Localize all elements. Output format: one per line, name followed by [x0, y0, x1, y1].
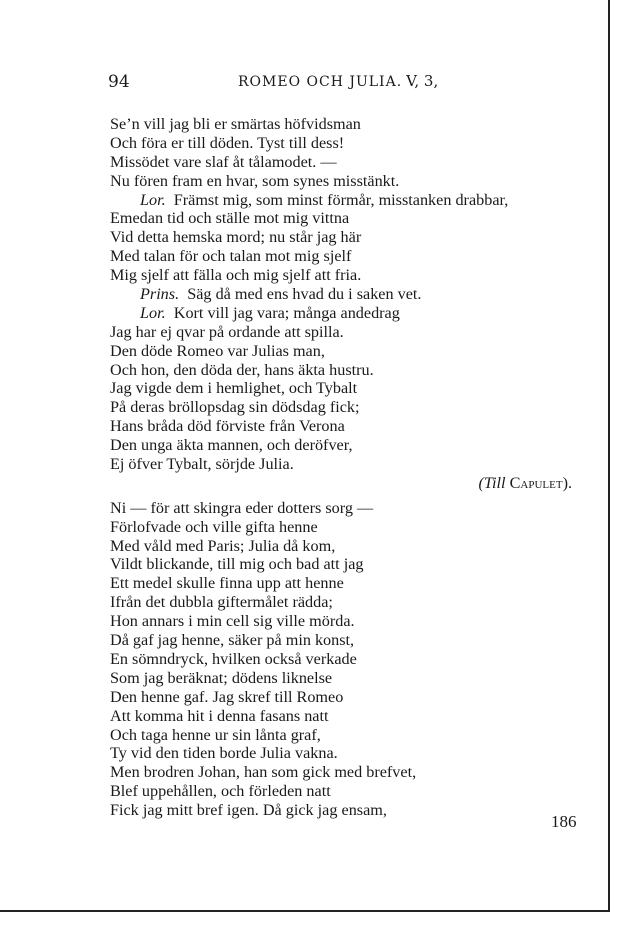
verse-line: Förlofvade och ville gifta henne: [110, 517, 318, 536]
verse-line: Ifrån det dubbla giftermålet rädda;: [110, 593, 333, 612]
verse-line: Nu fören fram en hvar, som synes misstänkt.: [110, 171, 400, 190]
verse-line: Ett medel skulle finna upp att henne: [110, 574, 344, 593]
stage-direction-prefix: (Till: [478, 473, 506, 492]
verse-line: Som jag beräknat; dödens liknelse: [110, 668, 333, 687]
verse-text: [110, 115, 590, 820]
verse-line: Den döde Romeo var Julias man,: [110, 341, 325, 360]
speaker-name: Prins.: [140, 285, 180, 304]
verse-line: Mig sjelf att fälla och mig sjelf att fria.: [110, 266, 362, 285]
page-frame-right: [608, 0, 610, 910]
verse-line: Ni — för att skingra eder dotters sorg —: [110, 498, 374, 517]
verse-line-text: Säg då med ens hvad du i saken vet.: [187, 285, 422, 304]
verse-line: En sömndryck, hvilken också verkade: [110, 649, 357, 668]
verse-line: På deras bröllopsdag sin dödsdag fick;: [110, 398, 360, 417]
verse-line: Och hon, den döda der, hans äkta hustru.: [110, 360, 374, 379]
verse-line: Jag har ej qvar på ordande att spilla.: [110, 322, 344, 341]
verse-line: Fick jag mitt bref igen. Då gick jag ensam,: [110, 801, 387, 820]
stage-direction-name: Capulet: [509, 473, 563, 492]
verse-line: Hans bråda död förviste från Verona: [110, 417, 345, 436]
verse-line: Ej öfver Tybalt, sörjde Julia.: [110, 455, 294, 474]
verse-line: Den unga äkta mannen, och deröfver,: [110, 436, 353, 455]
verse-line-text: Kort vill jag vara; många andedrag: [173, 303, 400, 322]
verse-line: Emedan tid och ställe mot mig vittna: [110, 209, 350, 228]
page-header: [108, 70, 558, 96]
stage-direction: [110, 474, 590, 493]
speech-start-lorenzo: [110, 191, 590, 210]
verse-line: Med talan för och talan mot mig sjelf: [110, 247, 352, 266]
verse-line: Och taga henne ur sin lånta graf,: [110, 725, 321, 744]
page-number: 94: [108, 72, 130, 92]
running-title: [238, 72, 438, 90]
stage-direction-suffix: ).: [562, 473, 572, 492]
verse-line: Jag vigde dem i hemlighet, och Tybalt: [110, 379, 358, 398]
verse-line: Den henne gaf. Jag skref till Romeo: [110, 687, 344, 706]
verse-line: Vid detta hemska mord; nu står jag här: [110, 228, 362, 247]
verse-line: Ty vid den tiden borde Julia vakna.: [110, 744, 338, 763]
verse-line: Blef uppehållen, och förleden natt: [110, 782, 331, 801]
verse-line: Missödet vare slaf åt tålamodet. —: [110, 152, 337, 171]
verse-line: Vildt blickande, till mig och bad att jag: [110, 555, 364, 574]
signature-number: 186: [551, 812, 577, 831]
speech-start-lorenzo-2: [110, 304, 590, 323]
verse-line-text: Främst mig, som minst förmår, misstanken drabbar,: [173, 190, 509, 209]
speaker-name: Lor.: [140, 190, 166, 209]
verse-line: Hon annars i min cell sig ville mörda.: [110, 612, 355, 631]
verse-line: Att komma hit i denna fasans natt: [110, 706, 329, 725]
speaker-name: Lor.: [140, 303, 166, 322]
page-frame-bottom: [0, 910, 610, 912]
verse-line: Se’n vill jag bli er smärtas höfvidsman: [110, 115, 361, 133]
act-scene: V, 3,: [406, 72, 439, 90]
verse-line: Men brodren Johan, han som gick med brefvet,: [110, 763, 417, 782]
verse-line: Då gaf jag henne, säker på min konst,: [110, 631, 355, 650]
speech-prins: [110, 285, 590, 304]
verse-line: Med våld med Paris; Julia då kom,: [110, 536, 336, 555]
verse-line: Och föra er till döden. Tyst till dess!: [110, 133, 345, 152]
running-title-text: ROMEO OCH JULIA.: [238, 74, 403, 90]
